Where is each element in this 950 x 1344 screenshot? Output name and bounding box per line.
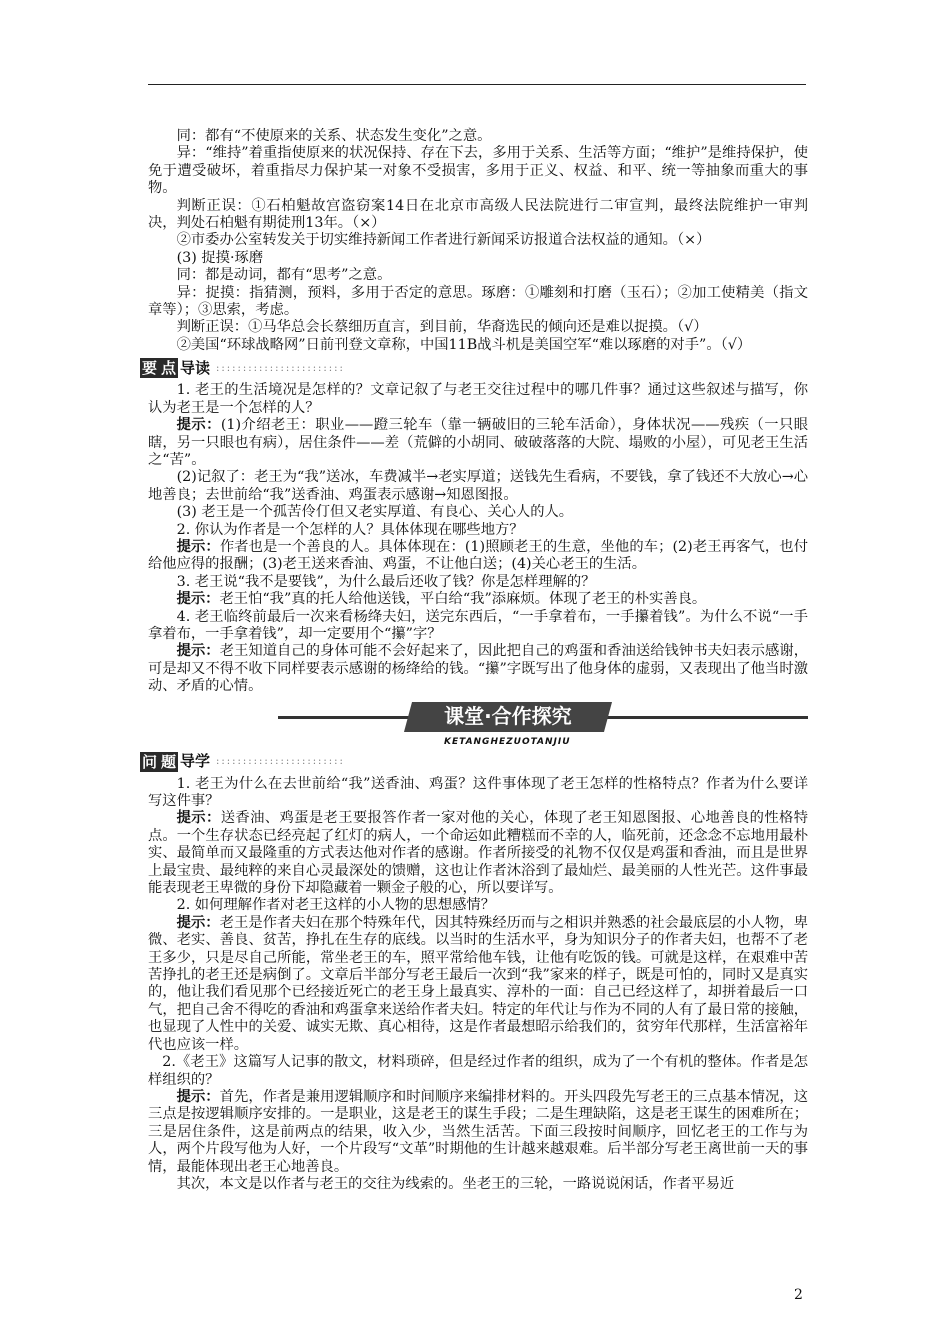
paragraph: (3) 捉摸·琢磨	[176, 249, 264, 266]
answer-text: 作者也是一个善良的人。具体体现在：(1)照顾老王的生意，坐他的车；(2)老王再客气，也付给他应得的报酬；(3)老王送来香油、鸡蛋，不让他白送；(4)关心老王的生活。	[148, 538, 809, 573]
banner-rule	[578, 716, 808, 719]
paragraph: 异：“维持”着重指使原来的状况保持、存在下去，多用于关系、生活等方面；“维护”是维持保护，使免于遭受破坏，着重指尽力保护某一对象不受损害，多用于正义、权益、和平、统一等抽象而重大的事物。	[148, 145, 808, 197]
paragraph: 异：捉摸：指猜测，预料，多用于否定的意思。琢磨：①雕刻和打磨（玉石）；②加工使精美（指文章等）；③思索，考虑。	[148, 284, 808, 319]
question: 2.《老王》这篇写人记事的散文，材料琐碎，但是经过作者的组织，成为了一个有机的整体。作者是怎样组织的？	[148, 1054, 808, 1088]
question: 4. 老王临终前最后一次来看杨绛夫妇，送完东西后，“一手拿着布，一手攥着钱”。为什么不说“一手拿着布，一手拿着钱”，却一定要用个“攥”字？	[148, 608, 808, 642]
hint-label: 提示：	[176, 591, 220, 608]
answer	[148, 643, 808, 695]
answer	[148, 591, 808, 608]
section-heading-key-points	[140, 356, 808, 380]
hint-label: 提示：	[176, 810, 221, 827]
paragraph: ②市委办公室转发关于切实维持新闻工作者进行新闻采访报道合法权益的通知。（×）	[176, 232, 711, 249]
heading-badge: 问	[142, 752, 158, 771]
paragraph: ②美国“环球战略网”日前刊登文章称，中国11B战斗机是美国空军“难以琢磨的对手”。（√）	[176, 336, 752, 353]
banner-subtitle: KETANGHEZUOTANJIU	[444, 736, 571, 747]
hint-label: 提示：	[176, 417, 221, 434]
dotted-divider: ::::::::::::::::::::::::	[216, 755, 345, 767]
heading-badge: 要	[142, 359, 158, 378]
answer: (2)记叙了：老王为“我”送冰，车费减半→老实厚道；送钱先生看病，不要钱，拿了钱还不大放心→心地善良；去世前给“我”送香油、鸡蛋表示感谢→知恩图报。	[148, 469, 808, 503]
question: 2. 你认为作者是一个怎样的人？具体体现在哪些地方？	[176, 521, 524, 538]
answer	[148, 417, 808, 469]
heading-text: 导学	[180, 751, 211, 770]
answer	[148, 915, 808, 1054]
answer-text: (1)介绍老王：职业——蹬三轮车（靠一辆破旧的三轮车活命），身体状况——残疾（一只眼瞎，另一只眼也有病），居住条件——差（荒僻的小胡同、破破落落的大院、塌败的小屋），可见老王生活之“苦”。	[148, 417, 808, 468]
question: 2. 如何理解作者对老王这样的小人物的思想感情？	[176, 897, 496, 914]
paragraph: 判断正误：①马华总会长蔡细历直言，到目前，华裔选民的倾向还是难以捉摸。（√）	[176, 319, 708, 336]
answer: (3) 老王是一个孤苦伶仃但又老实厚道、有良心、关心人的人。	[176, 504, 574, 521]
answer	[148, 1089, 808, 1176]
question: 3. 老王说“我不是要钱”，为什么最后还收了钱？你是怎样理解的？	[176, 573, 596, 590]
answer	[148, 810, 808, 897]
answer-text: 送香油、鸡蛋是老王要报答作者一家对他的关心，体现了老王知恩图报、心地善良的性格特点。一个生存状态已经亮起了红灯的病人，一个命运如此糟糕而不幸的人，临死前，还念念不忘地用最朴实、最简单而又最隆重的方式表达他对作者的感谢。作者所接受的礼物不仅仅是鸡蛋和香油，而且是世界上最宝贵、最纯粹的来自心灵最深处的馈赠，这也让作者沐浴到了最灿烂、最美丽的人性光芒。这件事最能表现老王卑微的身份下却隐藏着一颗金子般的心，所以要详写。	[148, 810, 809, 897]
answer: 其次，本文是以作者与老王的交往为线索的。坐老王的三轮，一路说说闲话，作者平易近	[176, 1175, 735, 1192]
paragraph: 判断正误：①石柏魁故宫盗窃案14日在北京市高级人民法院进行二审宣判，最终法院维护一审判决，判处石柏魁有期徒刑13年。（×）	[148, 197, 808, 232]
page-number: 2	[794, 1287, 803, 1303]
section-banner	[148, 700, 808, 746]
hint-label: 提示：	[176, 1088, 220, 1105]
answer-text: 首先，作者是兼用逻辑顺序和时间顺序来编排材料的。开头四段先写老王的三点基本情况，这三点是按逻辑顺序安排的。一是职业，这是老王的谋生手段；二是生理缺陷，这是老王谋生的困难所在；三是居住条件，这是前两点的结果，收入少，当然生活苦。下面三段按时间顺序，回忆老王的工作与为人，两个片段写他为人好，一个片段写“文革”时期他的生计越来越艰难。后半部分写老王离世前一天的事情，最能体现出老王心地善良。	[148, 1088, 809, 1175]
paragraph: 同：都是动词，都有“思考”之意。	[176, 267, 392, 284]
banner-rule	[278, 716, 418, 719]
answer-text: 老王怕“我”真的托人给他送钱，平白给“我”添麻烦。体现了老王的朴实善良。	[219, 591, 707, 608]
heading-text: 导读	[180, 358, 211, 377]
banner-title: 课堂·合作探究	[444, 703, 572, 728]
hint-label: 提示：	[176, 914, 220, 931]
dotted-divider: ::::::::::::::::::::::::	[216, 362, 345, 374]
paragraph: 同：都有“不使原来的关系、状态发生变化”之意。	[176, 128, 492, 144]
question: 1. 老王的生活境况是怎样的？文章记叙了与老王交往过程中的哪几件事？通过这些叙述与描写，你认为老王是一个怎样的人？	[148, 382, 808, 416]
header-rule	[148, 84, 806, 85]
section-heading-guided-questions	[140, 750, 808, 774]
hint-label: 提示：	[176, 643, 220, 660]
answer-text: 老王知道自己的身体可能不会好起来了，因此把自己的鸡蛋和香油送给钱钟书夫妇表示感谢，可是却又不得不收下同样要表示感谢的杨绛给的钱。“攥”字既写出了他身体的虚弱，又表现出了他当时激动、矛盾的心情。	[148, 643, 809, 695]
heading-badge: 点	[161, 359, 177, 378]
banner-title-box	[404, 702, 612, 732]
question: 1. 老王为什么在去世前给“我”送香油、鸡蛋？这件事体现了老王怎样的性格特点？作者为什么要详写这件事？	[148, 775, 808, 809]
heading-badge: 题	[161, 752, 177, 771]
answer	[148, 539, 808, 574]
page-body	[142, 128, 809, 1193]
answer-text: 老王是作者夫妇在那个特殊年代，因其特殊经历而与之相识并熟悉的社会最底层的小人物，卑微、老实、善良、贫苦，挣扎在生存的底线。以当时的生活水平，身为知识分子的作者夫妇，也帮不了老王多少，只是尽自己所能，常坐老王的车，照平常给他车钱，让他有吃饭的钱。可就是这样，在艰难中苦苦挣扎的老王还是病倒了。文章后半部分写老王最后一次到“我”家来的样子，既是可怕的，同时又是真实的，他让我们看见那个已经接近死亡的老王身上最真实、淳朴的一面：自己已经这样了，却拼着最后一口气，把自己舍不得吃的香油和鸡蛋拿来送给作者夫妇。特定的年代让与作为不同的人有了最日常的接触，也显现了人性中的关爱、诚实无欺、真心相待，这是作者最想昭示给我们的，贫穷年代那样，生活富裕年代也应该一样。	[148, 914, 809, 1053]
hint-label: 提示：	[176, 538, 220, 555]
